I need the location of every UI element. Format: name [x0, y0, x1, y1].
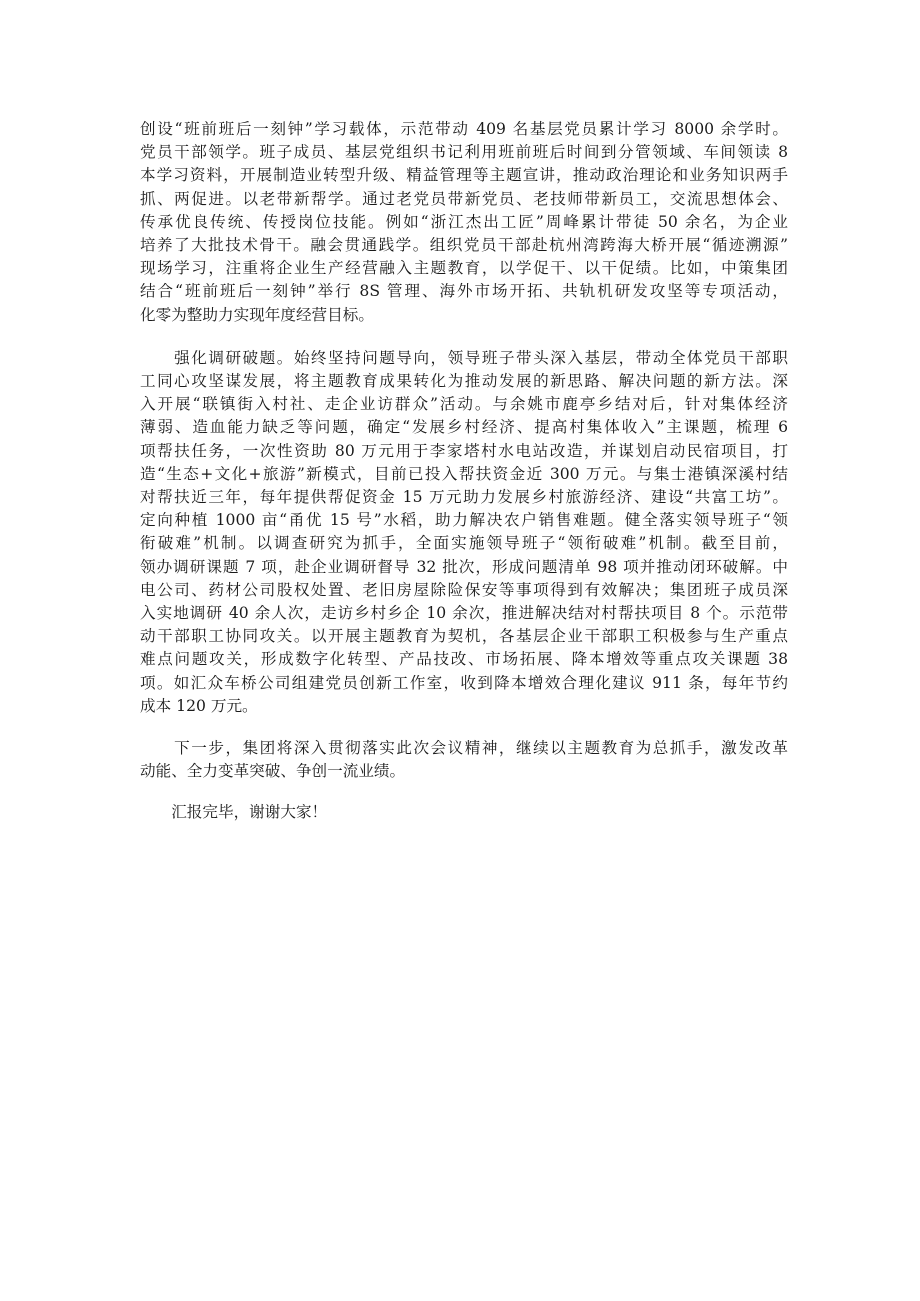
text-line: 定向种植 1000 亩“甬优 15 号”水稻，助力解决农户销售难题。健全落实领导班子“领	[140, 511, 788, 530]
document-page	[140, 118, 788, 843]
text-line: 造“生态+文化+旅游”新模式，目前已投入帮扶资金近 300 万元。与集士港镇深溪村结	[140, 464, 788, 483]
text-line: 对帮扶近三年，每年提供帮促资金 15 万元助力发展乡村旅游经济、建设“共富工坊”。	[140, 488, 788, 507]
text-line: 领办调研课题 7 项，赴企业调研督导 32 批次，形成问题清单 98 项并推动闭环破解。中	[140, 557, 788, 576]
paragraph-research	[140, 347, 788, 718]
text-line: 汇报完毕，谢谢大家！	[140, 803, 328, 822]
text-line: 衔破难”机制。以调查研究为抓手，全面实施领导班子“领衔破难”机制。截至目前，	[140, 534, 788, 553]
text-line: 结合“班前班后一刻钟”举行 8S 管理、海外市场开拓、共轨机研发攻坚等专项活动，	[140, 282, 788, 301]
paragraph-next-step	[140, 737, 788, 783]
text-line: 入实地调研 40 余人次，走访乡村乡企 10 余次，推进解决结对村帮扶项目 8 个。示范带	[140, 604, 788, 623]
text-line: 化零为整助力实现年度经营目标。	[140, 305, 374, 324]
text-line: 传承优良传统、传授岗位技能。例如“浙江杰出工匠”周峰累计带徒 50 余名，为企业	[140, 212, 788, 231]
text-line: 培养了大批技术骨干。融会贯通践学。组织党员干部赴杭州湾跨海大桥开展“循迹溯源”	[140, 236, 788, 255]
text-line: 强化调研破题。始终坚持问题导向，领导班子带头深入基层，带动全体党员干部职	[140, 348, 788, 367]
text-line: 工同心攻坚谋发展，将主题教育成果转化为推动发展的新思路、解决问题的新方法。深	[140, 372, 788, 391]
text-line: 动能、全力变革突破、争创一流业绩。	[140, 762, 406, 781]
text-line: 动干部职工协同攻关。以开展主题教育为契机，各基层企业干部职工积极参与生产重点	[140, 627, 788, 646]
text-line: 电公司、药材公司股权处置、老旧房屋除险保安等事项得到有效解决；集团班子成员深	[140, 580, 788, 599]
text-line: 党员干部领学。班子成员、基层党组织书记利用班前班后时间到分管领域、车间领读 8	[140, 143, 788, 162]
text-line: 入开展“联镇街入村社、走企业访群众”活动。与余姚市鹿亭乡结对后，针对集体经济	[140, 395, 788, 414]
text-line: 薄弱、造血能力缺乏等问题，确定“发展乡村经济、提高村集体收入”主课题，梳理 6	[140, 418, 788, 437]
text-line: 抓、两促进。以老带新帮学。通过老党员带新党员、老技师带新员工，交流思想体会、	[140, 189, 788, 208]
text-line: 成本 120 万元。	[140, 696, 258, 715]
text-line: 创设“班前班后一刻钟”学习载体，示范带动 409 名基层党员累计学习 8000 余学时。	[140, 120, 788, 138]
text-line: 项。如汇众车桥公司组建党员创新工作室，收到降本增效合理化建议 911 条，每年节约	[140, 673, 788, 692]
paragraph-study	[140, 118, 788, 327]
text-line: 下一步，集团将深入贯彻落实此次会议精神，继续以主题教育为总抓手，激发改革	[140, 739, 788, 758]
text-line: 项帮扶任务，一次性资助 80 万元用于李家塔村水电站改造，并谋划启动民宿项目，打	[140, 441, 788, 460]
paragraph-closing	[140, 801, 788, 824]
text-line: 现场学习，注重将企业生产经营融入主题教育，以学促干、以干促绩。比如，中策集团	[140, 259, 788, 278]
text-line: 本学习资料，开展制造业转型升级、精益管理等主题宣讲，推动政治理论和业务知识两手	[140, 166, 788, 185]
text-line: 难点问题攻关，形成数字化转型、产品技改、市场拓展、降本增效等重点攻关课题 38	[140, 650, 788, 669]
